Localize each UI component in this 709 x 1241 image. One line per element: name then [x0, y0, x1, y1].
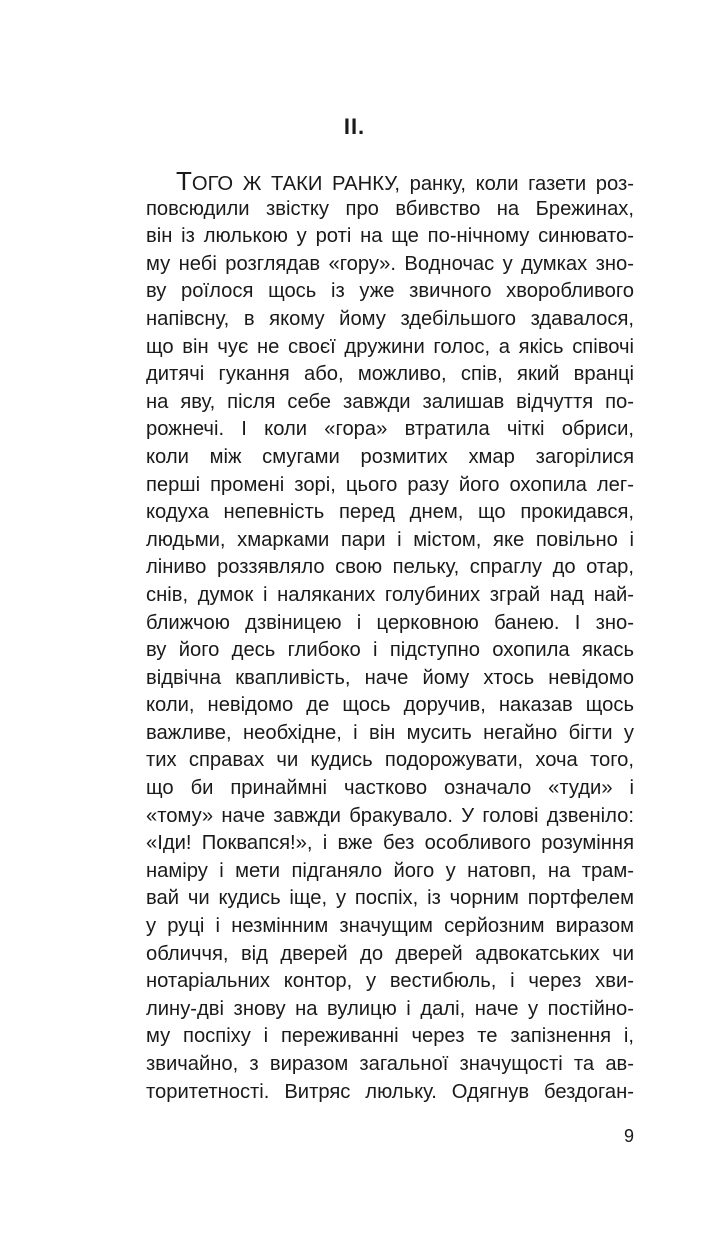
text-line: вай чи кудись іще, у поспіх, із чорним портфелем — [146, 887, 634, 910]
text-line: у руці і незмінним значущим серйозним виразом — [146, 915, 634, 938]
text-line: ву його десь глибоко і підступно охопила якась — [146, 639, 634, 662]
text-line: рожнечі. І коли «гора» втратила чіткі обриси, — [146, 418, 634, 441]
text-line: напівсну, в якому йому здебільшого здавалося, — [146, 307, 634, 330]
text-line: він із люлькою у роті на ще по-нічному синювато- — [146, 225, 634, 248]
text-line: ліниво роззявляло свою пельку, спраглу до отар, — [146, 556, 634, 579]
body-paragraph — [146, 168, 634, 1106]
text-line: що він чує не своєї дружини голос, а якісь співочі — [146, 335, 634, 358]
text-line: ближчою дзвіницею і церковною банею. І зно- — [146, 611, 634, 634]
text-line: тих справах чи кудись подорожувати, хоча того, — [146, 749, 634, 772]
text-line: звичайно, з виразом загальної значущості та ав- — [146, 1053, 634, 1075]
text-line-content: , ранку, коли газети роз- — [394, 173, 634, 195]
text-line: кодуха непевність перед днем, що прокидався, — [146, 501, 634, 524]
text-line: що би принаймні частково означало «туди» і — [146, 777, 634, 800]
text-line: коли, невідомо де щось доручив, наказав щось — [146, 694, 634, 717]
text-line: дитячі гукання або, можливо, спів, який вранці — [146, 363, 634, 386]
text-line: «Іди! Поквапся!», і вже без особливого розуміння — [146, 832, 634, 855]
text-line: «тому» наче завжди бракувало. У голові дзвеніло: — [146, 804, 634, 827]
chapter-heading: II. — [343, 114, 366, 139]
text-line: перші промені зорі, цього разу його охопила лег- — [146, 473, 634, 496]
page-number: 9 — [623, 1126, 634, 1146]
text-line: відвічна квапливість, наче йому хтось невідомо — [146, 666, 634, 689]
text-line: му небі розглядав «гору». Водночас у думках зно- — [146, 252, 634, 275]
text-line: обличчя, від дверей до дверей адвокатських чи — [146, 942, 634, 965]
opening-capital: Т — [176, 168, 192, 196]
text-line: повсюдили звістку про вбивство на Брежинах, — [146, 197, 634, 220]
text-line: нотаріальних контор, у вестибюль, і через хви- — [146, 970, 634, 993]
text-line: коли між смугами розмитих хмар загорілися — [146, 445, 634, 468]
text-line: му поспіху і переживанні через те запізнення і, — [146, 1025, 634, 1048]
text-line: ву роїлося щось із уже звичного хворобливого — [146, 280, 634, 303]
text-line: наміру і мети підганяло його у натовп, на трам- — [146, 859, 634, 882]
text-line — [146, 168, 634, 196]
text-line: на яву, після себе завжди залишав відчуття по- — [146, 390, 634, 413]
text-line: лину-дві знову на вулицю і далі, наче у постійно- — [146, 997, 634, 1020]
text-line: важливе, необхідне, і він мусить негайно бігти у — [146, 721, 634, 744]
text-line: людьми, хмарками пари і містом, яке повільно і — [146, 528, 634, 551]
opening-smallcaps: ОГО Ж ТАКИ РАНКУ — [191, 173, 395, 195]
text-line: снів, думок і наляканих голубиних зграй над най- — [146, 583, 634, 606]
text-line: торитетності. Витряс люльку. Одягнув бездоган- — [146, 1080, 634, 1103]
